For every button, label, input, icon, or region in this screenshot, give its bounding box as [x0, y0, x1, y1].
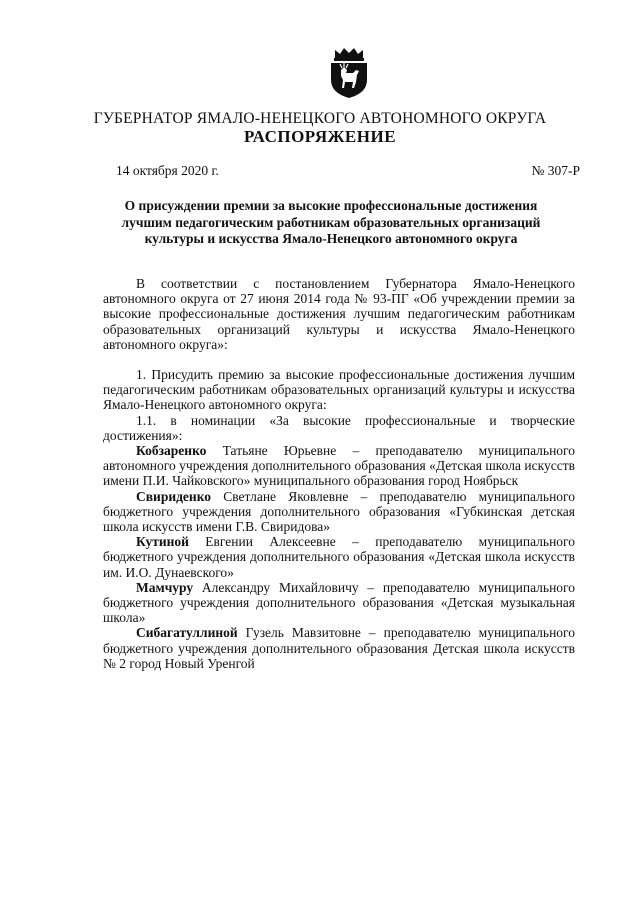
awardee-details: Гузель Мавзитовне – преподавателю муниципального бюджетного учреждения дополнительного образования Детская школа искусств № 2 город Новый Уренгой — [103, 625, 575, 671]
awardee-details: Александру Михайловичу – преподавателю муниципального бюджетного учреждения дополнительного образования «Детская музыкальная школа» — [103, 579, 575, 626]
awardee-paragraph — [103, 534, 575, 580]
document-type-title: РАСПОРЯЖЕНИЕ — [243, 127, 397, 146]
item-1-paragraph: 1. Присудить премию за высокие профессиональные достижения лучшим педагогическим работникам образовательных организаций культуры и искусства Ямало-Ненецкого автономного округа: — [103, 367, 575, 413]
paragraph-gap — [103, 352, 575, 367]
awardee-name: Кобзаренко — [136, 443, 207, 459]
coat-of-arms-icon — [326, 46, 372, 100]
document-body — [103, 276, 575, 671]
awardee-details: Татьяне Юрьевне – преподавателю муниципального автономного учреждения дополнительного образования «Детская школа искусств имени П.И. Чайковского» муниципального образования город Ноябрьск — [103, 443, 575, 489]
awardee-name: Сибагатуллиной — [136, 625, 238, 641]
preamble-paragraph: В соответствии с постановлением Губернатора Ямало-Ненецкого автономного округа от 27 июня 2014 года № 93-ПГ «Об учреждении премии за высокие профессиональные достижения лучшим педагогическим работникам образовательных организаций культуры и искусства Ямало-Ненецкого автономного округа»: — [103, 276, 575, 352]
awardee-paragraph — [103, 489, 575, 535]
awardee-details: Евгении Алексеевне – преподавателю муниципального бюджетного учреждения дополнительного образования «Детская школа искусств им. И.О. Дунаевского» — [103, 534, 575, 580]
awardee-name: Свириденко — [136, 488, 212, 504]
document-date: 14 октября 2020 г. — [116, 163, 219, 178]
awardee-paragraph — [103, 443, 575, 489]
awardee-paragraph — [103, 580, 575, 626]
document-subject: О присуждении премии за высокие профессиональные достижения лучшим педагогическим работникам образовательных организаций культуры и искусства Ямало-Ненецкого автономного округа — [121, 198, 541, 246]
awardee-paragraph — [103, 625, 575, 671]
document-number: № 307-Р — [531, 163, 580, 178]
issuer-title: ГУБЕРНАТОР ЯМАЛО-НЕНЕЦКОГО АВТОНОМНОГО ОКРУГА — [93, 110, 547, 127]
awardee-name: Кутиной — [136, 534, 189, 550]
item-1-1-paragraph: 1.1. в номинации «За высокие профессиональные и творческие достижения»: — [103, 412, 575, 443]
awardee-details: Светлане Яковлевне – преподавателю муниципального бюджетного учреждения дополнительного образования «Губкинская детская школа искусств имени Г.В. Свиридова» — [103, 488, 575, 535]
awardee-name: Мамчуру — [136, 579, 194, 595]
